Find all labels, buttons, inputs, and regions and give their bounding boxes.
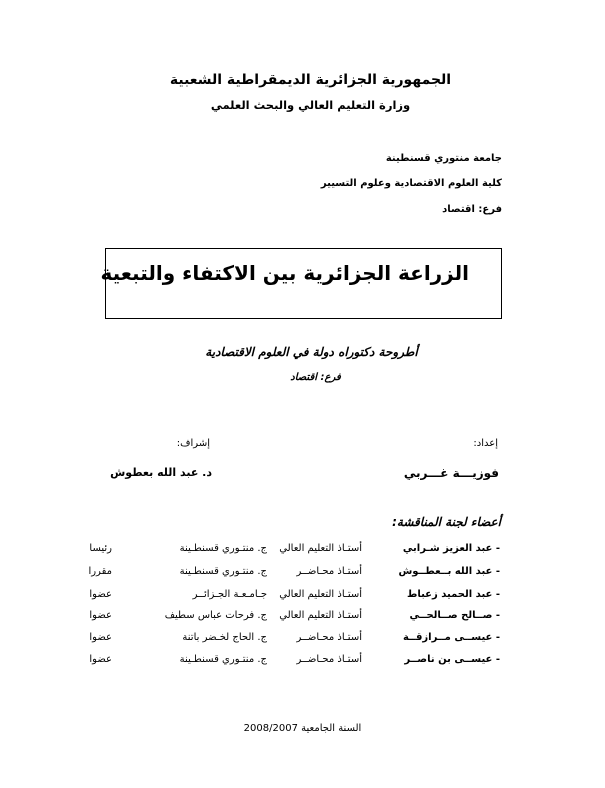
title-box (100, 248, 502, 319)
committee-row (80, 589, 500, 607)
thesis-branch: فرع: اقتصاد (290, 372, 341, 383)
supervisor-name: د. عبد الله بعطوش (110, 466, 212, 479)
member-role: عضوا (89, 589, 112, 600)
thesis-title: الزراعة الجزائرية بين الاكتفاء والتبعية (100, 261, 469, 285)
member-role: مقررا (88, 566, 112, 577)
university-name: جامعة منتوري قسنطينة (385, 153, 502, 164)
member-role: عضوا (89, 610, 112, 621)
member-role: عضوا (89, 632, 112, 643)
supervisor-label: إشراف: (176, 438, 210, 449)
member-institution: ج. الحاج لخـضر باتنة (182, 632, 267, 643)
member-rank: أستـاذ التعليم العالي (279, 543, 362, 554)
member-name: - صــالح صــالحــي (409, 610, 500, 621)
thesis-type: أطروحة دكتوراه دولة في العلوم الاقتصادية (205, 345, 418, 359)
member-institution: ج. فرحات عباس سطيف (164, 610, 267, 621)
branch-label: فرع: اقتصاد (442, 204, 502, 215)
member-rank: أستـاذ محـاضــر (296, 654, 362, 665)
member-name: - عبد الله بــعطــوش (398, 566, 500, 577)
member-name: - عبد الحميد زعباط (406, 589, 500, 600)
member-rank: أستـاذ التعليم العالي (279, 589, 362, 600)
member-institution: ج. منتـوري قسنطـينة (179, 566, 267, 577)
committee-title: أعضاء لجنة المناقشة: (392, 515, 501, 529)
committee-row (80, 610, 500, 628)
member-name: - عيســى مــرازقــة (402, 632, 500, 643)
member-role: رئيسا (89, 543, 112, 554)
faculty-name: كلية العلوم الاقتصادية وعلوم التسيير (320, 178, 502, 189)
member-rank: أستـاذ محـاضــر (296, 632, 362, 643)
committee-row (80, 632, 500, 650)
member-rank: أستـاذ التعليم العالي (279, 610, 362, 621)
member-institution: ج. منتـوري قسنطـينة (179, 543, 267, 554)
republic-heading: الجمهورية الجزائرية الديمقراطية الشعبية (169, 72, 452, 88)
member-name: - عبد العزيز شـرابي (402, 543, 500, 554)
member-role: عضوا (89, 654, 112, 665)
committee-row (80, 654, 500, 672)
academic-year: السنة الجامعية 2008/2007 (243, 723, 362, 734)
committee-row (80, 566, 500, 584)
ministry-heading: وزارة التعليم العالي والبحث العلمي (210, 98, 411, 112)
author-name: فوزيـــة غـــربي (403, 466, 499, 480)
member-name: - عيســى بن ناصــر (404, 654, 500, 665)
member-institution: جـامـعـة الجـزائــر (192, 589, 267, 600)
committee-row (80, 543, 500, 561)
member-rank: أستـاذ محـاضــر (296, 566, 362, 577)
member-institution: ج. منتـوري قسنطـينة (179, 654, 267, 665)
prepared-by-label: إعداد: (473, 438, 498, 449)
